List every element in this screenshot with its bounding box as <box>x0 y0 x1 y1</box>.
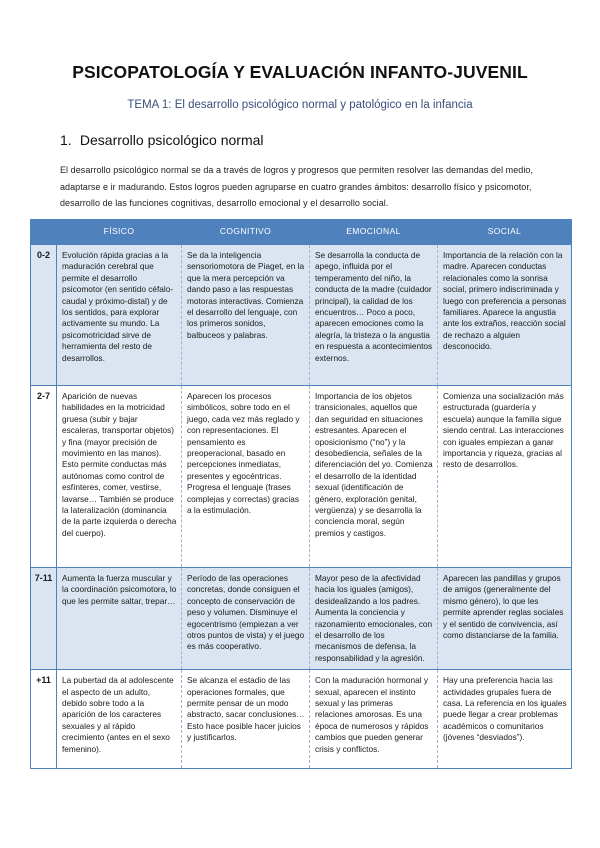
fisico-cell: Evolución rápida gracias a la maduración cerebral que permite el desarrollo psicomotor (en sentido céfalo-caudal y próximo-distal) y de los sentidos, para explorar activamente su mundo. La psicomotricidad sirve de herramienta del resto de desarrollos. <box>57 245 182 386</box>
table-header-corner <box>31 220 57 245</box>
social-cell: Importancia de la relación con la madre. Aparecen conductas relacionales como la sonrisa social, primero indiscriminada y luego con preferencia a personas familiares. Aparece la angustia ante los extraños, reacción social de rechazo a alguien desconocido. <box>438 245 572 386</box>
emocional-cell: Se desarrolla la conducta de apego, influida por el temperamento del niño, la conducta de la madre (cuidador principal), la calidad de los encuentros… Poco a poco, aparecen emociones como la alegría, la tristeza o la angustia en respuesta a acontecimientos externos. <box>310 245 438 386</box>
age-cell: +11 <box>31 670 57 769</box>
table-row <box>31 386 572 568</box>
cognitivo-cell: Aparecen los procesos simbólicos, sobre todo en el juego, cada vez más reglado y con representaciones. El pensamiento es preoperacional, basado en percepciones inmediatas, presentes y egocéntricas. Progresa el lenguaje (frases complejas y correctas) gracias a la estimulación. <box>182 386 310 568</box>
table-row <box>31 245 572 386</box>
table-header-row <box>31 220 572 245</box>
fisico-cell: Aumenta la fuerza muscular y la coordinación psicomotora, lo que les permite saltar, trepar… <box>57 568 182 670</box>
cognitivo-cell: Se da la inteligencia sensoriomotora de Piaget, en la que la mera percepción va dando paso a las respuestas motoras interactivas. Comienza el desarrollo del lenguaje, con los primeros sonidos, balbuceos y palabras. <box>182 245 310 386</box>
table-row <box>31 670 572 769</box>
age-cell: 7-11 <box>31 568 57 670</box>
section-number: 1. <box>60 132 72 148</box>
emocional-cell: Con la maduración hormonal y sexual, aparecen el instinto sexual y las primeras relaciones amorosas. Es una época de numerosos y rápidos cambios que pueden generar crisis y conflictos. <box>310 670 438 769</box>
cognitivo-cell: Se alcanza el estadio de las operaciones formales, que permite pensar de un modo abstracto, sacar conclusiones… Esto hace posible hacer juicios y justificarlos. <box>182 670 310 769</box>
column-header-fisico: FÍSICO <box>57 220 182 245</box>
fisico-cell: Aparición de nuevas habilidades en la motricidad gruesa (subir y bajar escaleras, transportar objetos) y fina (mayor precisión de movimiento en las manos). Esto permite conductas más autónomas como control de esfínteres, comer, vestirse, lavarse… También se produce la lateralización (dominancia de la parte izquierda o derecha del cuerpo). <box>57 386 182 568</box>
column-header-cognitivo: COGNITIVO <box>182 220 310 245</box>
social-cell: Comienza una socialización más estructurada (guardería y escuela) aunque la familia sigue siendo central. Las interacciones con iguales empiezan a ganar importancia y riqueza, gracias al resto de desarrollos. <box>438 386 572 568</box>
section-heading <box>60 132 264 148</box>
cognitivo-cell: Período de las operaciones concretas, donde consiguen el concepto de conservación de peso y volumen. Disminuye el egocentrismo (empiezan a ver otros puntos de vista) y el juego es más cooperativo. <box>182 568 310 670</box>
social-cell: Hay una preferencia hacia las actividades grupales fuera de casa. La referencia en los iguales puede llegar a crear problemas académicos o comunitarios (jóvenes “desviados”). <box>438 670 572 769</box>
age-cell: 0-2 <box>31 245 57 386</box>
column-header-emocional: EMOCIONAL <box>310 220 438 245</box>
age-cell: 2-7 <box>31 386 57 568</box>
document-title: PSICOPATOLOGÍA Y EVALUACIÓN INFANTO-JUVENIL <box>72 62 528 82</box>
section-title: Desarrollo psicológico normal <box>79 132 264 148</box>
table-row <box>31 568 572 670</box>
fisico-cell: La pubertad da al adolescente el aspecto de un adulto, debido sobre todo a la aparición de los caracteres sexuales y al rápido crecimiento (antes en el sexo femenino). <box>57 670 182 769</box>
development-table <box>30 219 572 769</box>
column-header-social: SOCIAL <box>438 220 572 245</box>
intro-paragraph: El desarrollo psicológico normal se da a través de logros y progresos que permiten resolver las demandas del medio, adaptarse e ir madurando. Estos logros pueden agruparse en cuatro grandes ámbitos: desarrollo físico y psicomotor, desarrollo de las funciones cognitivas, desarrollo emocional y el desarrollo social. <box>60 165 533 208</box>
emocional-cell: Mayor peso de la afectividad hacia los iguales (amigos), desidealizando a los padres. Aumenta la conciencia y razonamiento emocionales, con el desarrollo de los mecanismos de defensa, la responsabilidad y la agresión. <box>310 568 438 670</box>
social-cell: Aparecen las pandillas y grupos de amigos (generalmente del mismo género), lo que les permite aprender reglas sociales y el sentido de convivencia, así como distanciarse de la familia. <box>438 568 572 670</box>
emocional-cell: Importancia de los objetos transicionales, aquellos que dan seguridad en situaciones estresantes. Aparecen el oposicionismo (“no”) y la desobediencia, señales de la diferenciación del yo. Comienza el desarrollo de la identidad sexual (identificación de género, exploración genital, vergüenza) y se desarrolla la conciencia moral, según premios y castigos. <box>310 386 438 568</box>
document-subtitle: TEMA 1: El desarrollo psicológico normal y patológico en la infancia <box>127 99 473 111</box>
